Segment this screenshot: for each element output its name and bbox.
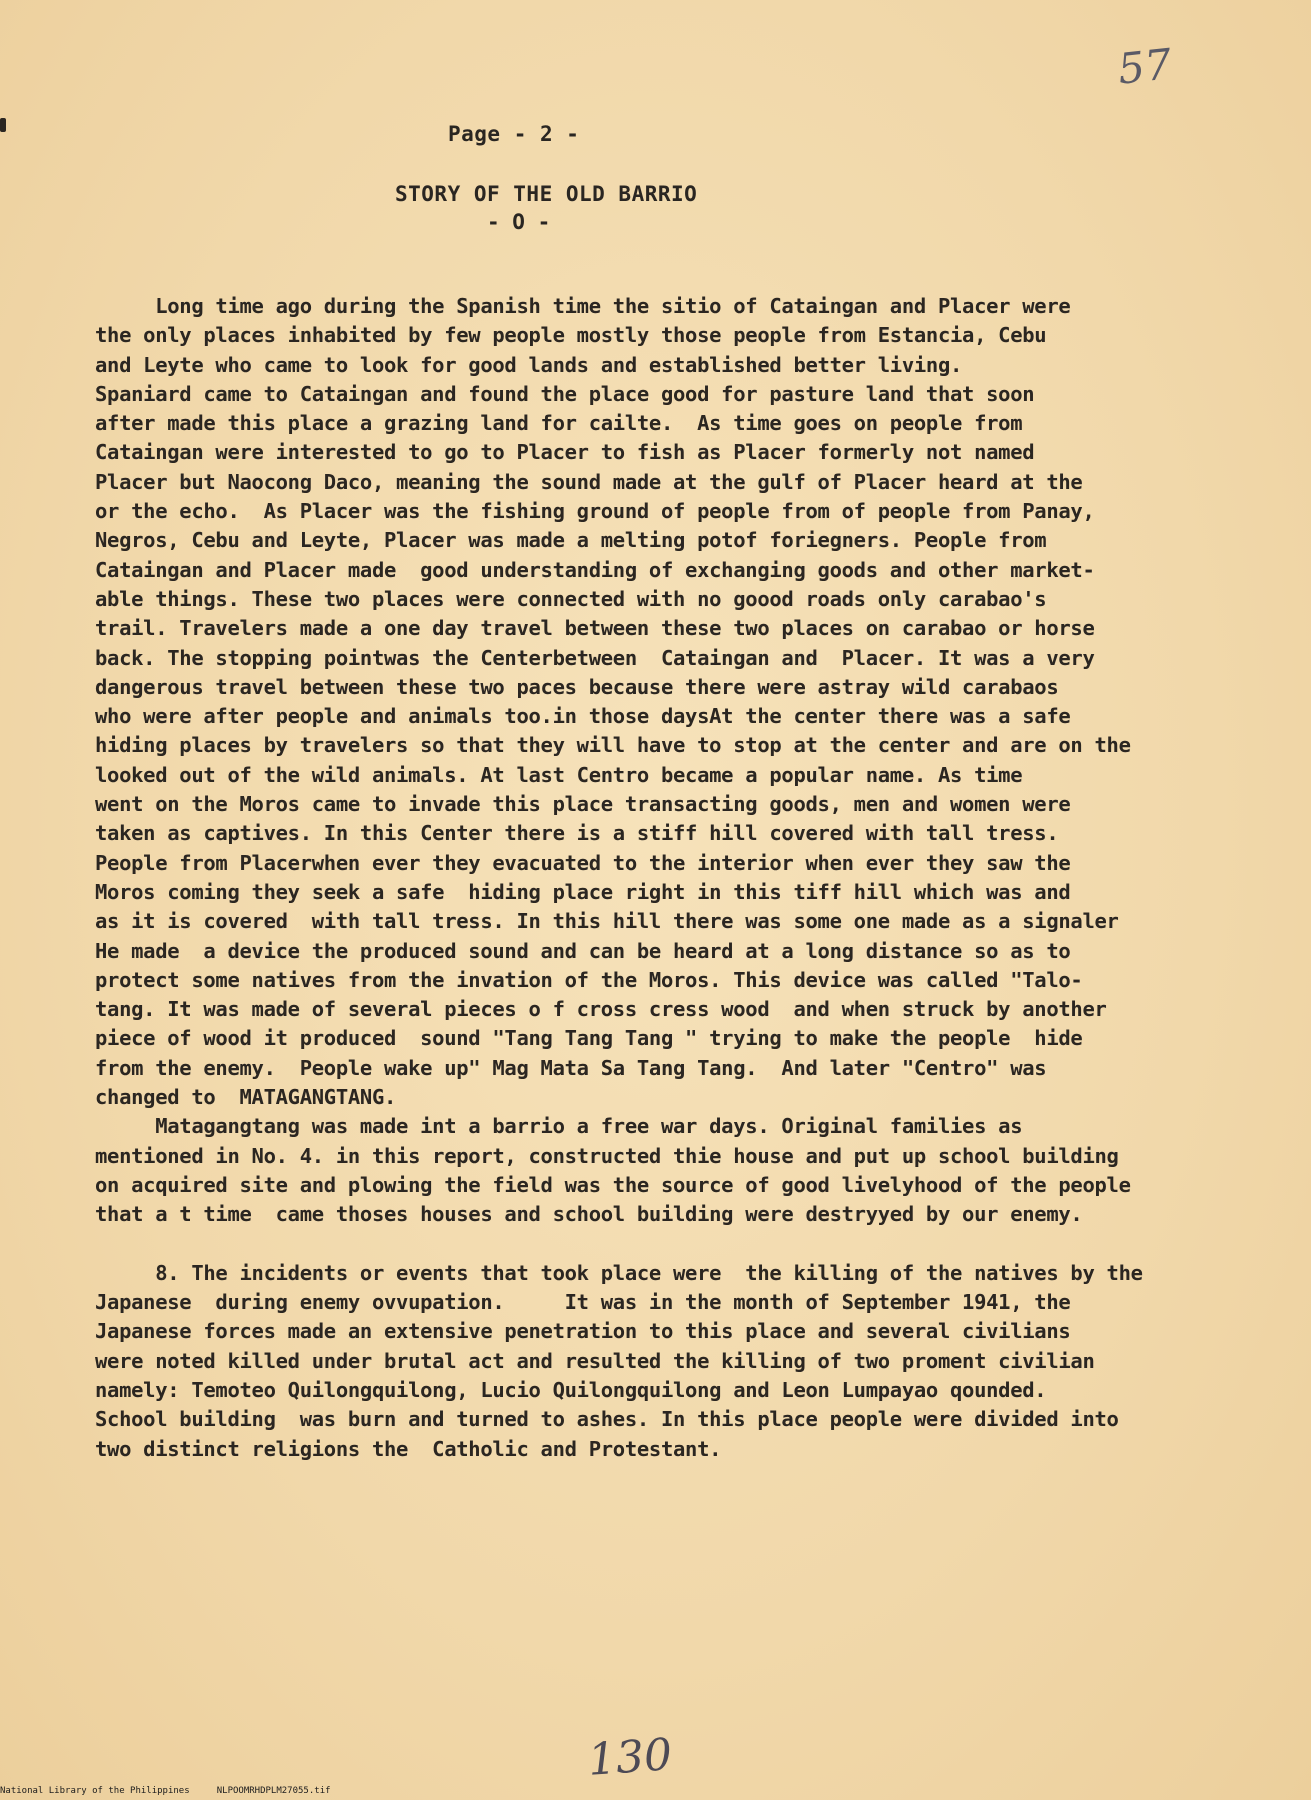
body-line: Cataingan were interested to go to Placer to fish as Placer formerly not named [95, 440, 1035, 465]
body-line: 8. The incidents or events that took place were the killing of the natives by the [95, 1260, 1143, 1285]
body-line: Japanese forces made an extensive penetration to this place and several civilians [95, 1319, 1071, 1344]
body-line: Matagangtang was made int a barrio a free war days. Original families as [95, 1114, 1023, 1139]
body-line: looked out of the wild animals. At last Centro became a popular name. As time [95, 762, 1023, 787]
page-label: Page - 2 - [448, 122, 580, 146]
body-line: and Leyte who came to look for good lands and established better living. [95, 352, 963, 377]
body-line: who were after people and animals too.in those daysAt the center there was a safe [95, 704, 1071, 729]
document-body [95, 292, 1275, 1464]
body-line: taken as captives. In this Center there is a stiff hill covered with tall tress. [95, 821, 1059, 846]
body-line: Spaniard came to Cataingan and found the place good for pasture land that soon [95, 381, 1035, 406]
body-line: Negros, Cebu and Leyte, Placer was made a melting potof foriegners. People from [95, 528, 1047, 553]
body-line: School building was burn and turned to ashes. In this place people were divided into [95, 1407, 1119, 1432]
archive-caption: National Library of the Philippines NLPOOMRHDPLM27055.tif [0, 1786, 331, 1796]
body-line: protect some natives from the invation of the Moros. This device was called "Talo- [95, 967, 1083, 992]
body-line: back. The stopping pointwas the Centerbetween Cataingan and Placer. It was a very [95, 645, 1095, 670]
body-line: Moros coming they seek a safe hiding place right in this tiff hill which was and [95, 879, 1071, 904]
body-line: went on the Moros came to invade this place transacting goods, men and women were [95, 792, 1071, 817]
body-line: able things. These two places were connected with no goood roads only carabao's [95, 586, 1047, 611]
body-line: were noted killed under brutal act and resulted the killing of two proment civilian [95, 1348, 1095, 1373]
body-line: mentioned in No. 4. in this report, constructed thie house and put up school building [95, 1143, 1119, 1168]
body-line: changed to MATAGANGTANG. [95, 1085, 397, 1110]
body-line: or the echo. As Placer was the fishing ground of people from of people from Panay, [95, 499, 1095, 524]
body-line: two distinct religions the Catholic and Protestant. [95, 1436, 722, 1461]
body-line [95, 1230, 1275, 1259]
title-divider: - O - [487, 210, 551, 234]
body-line: Cataingan and Placer made good understanding of exchanging goods and other market- [95, 557, 1095, 582]
body-line: the only places inhabited by few people mostly those people from Estancia, Cebu [95, 323, 1047, 348]
body-line: on acquired site and plowing the field was the source of good livelyhood of the people [95, 1172, 1131, 1197]
body-line: People from Placerwhen ever they evacuated to the interior when ever they saw the [95, 850, 1071, 875]
body-line: hiding places by travelers so that they will have to stop at the center and are on the [95, 733, 1131, 758]
handwritten-page-number: 57 [1115, 39, 1174, 94]
body-line: after made this place a grazing land for cailte. As time goes on people from [95, 411, 1023, 436]
body-line: Japanese during enemy ovvupation. It was in the month of September 1941, the [95, 1290, 1071, 1315]
document-title: STORY OF THE OLD BARRIO [395, 182, 698, 206]
scan-edge-mark [0, 118, 6, 132]
body-line: as it is covered with tall tress. In this hill there was some one made as a signaler [95, 909, 1119, 934]
body-line: namely: Temoteo Quilongquilong, Lucio Quilongquilong and Leon Lumpayao qounded. [95, 1377, 1047, 1402]
body-line: from the enemy. People wake up" Mag Mata Sa Tang Tang. And later "Centro" was [95, 1055, 1047, 1080]
body-line: tang. It was made of several pieces o f cross cress wood and when struck by another [95, 997, 1107, 1022]
body-line: piece of wood it produced sound "Tang Tang Tang " trying to make the people hide [95, 1026, 1083, 1051]
handwritten-footer-number: 130 [586, 1729, 674, 1786]
body-line: He made a device the produced sound and can be heard at a long distance so as to [95, 938, 1071, 963]
body-line: that a t time came thoses houses and school building were destryyed by our enemy. [95, 1202, 1083, 1227]
body-line: trail. Travelers made a one day travel between these two places on carabao or horse [95, 616, 1095, 641]
body-line: dangerous travel between these two paces because there were astray wild carabaos [95, 674, 1059, 699]
body-line: Placer but Naocong Daco, meaning the sound made at the gulf of Placer heard at the [95, 469, 1083, 494]
body-line: Long time ago during the Spanish time the sitio of Cataingan and Placer were [95, 294, 1071, 318]
